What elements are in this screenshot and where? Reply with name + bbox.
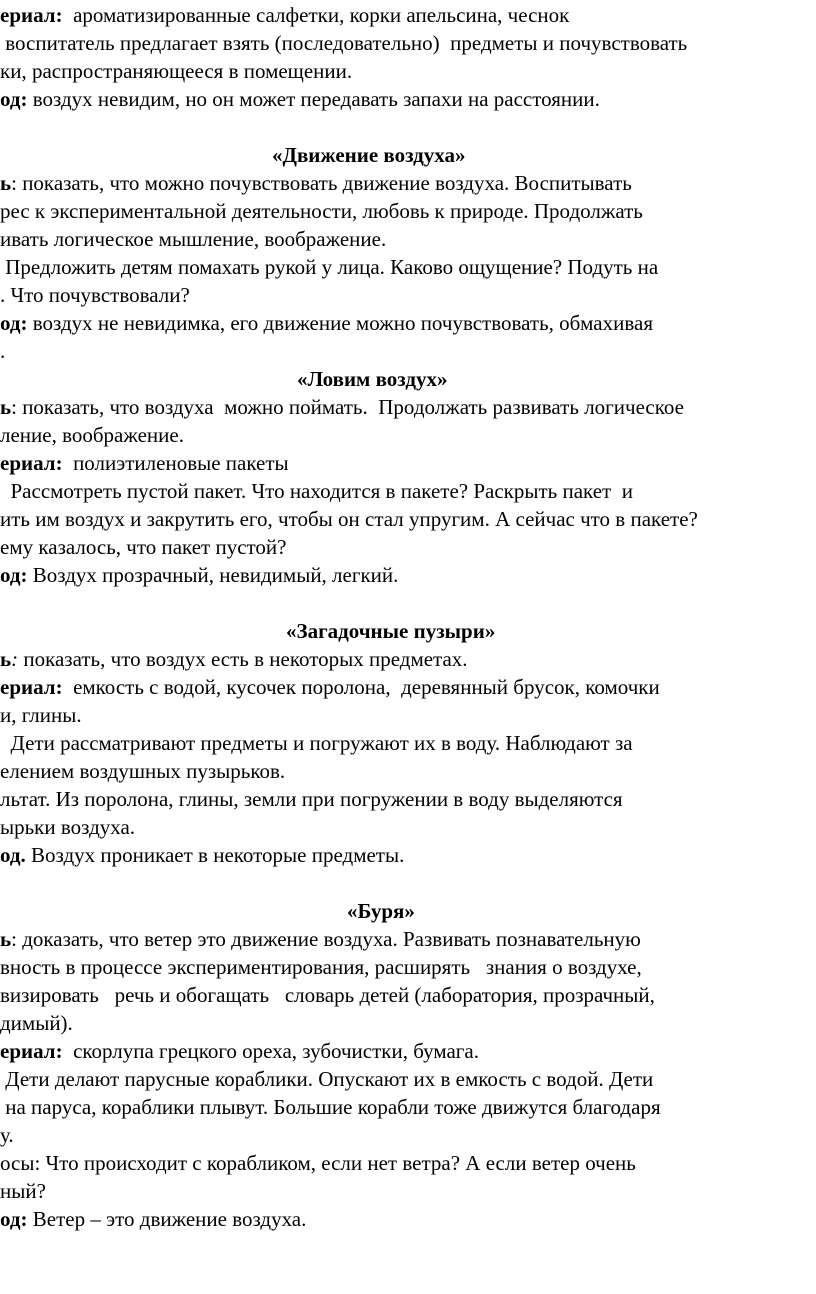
line-text: показать, что воздух есть в некоторых предметах. <box>18 647 468 671</box>
text-line <box>0 478 633 505</box>
line-text: у. <box>0 1123 14 1147</box>
bold-fragment: ь <box>0 171 12 195</box>
text-line <box>0 646 468 673</box>
line-text: скорлупа грецкого ореха, зубочистки, бумага. <box>62 1039 479 1063</box>
line-text: рес к экспериментальной деятельности, любовь к природе. Продолжать <box>0 199 643 223</box>
text-line <box>0 730 633 757</box>
text-line <box>0 86 600 113</box>
bold-fragment: од: <box>0 311 28 335</box>
line-text: вность в процессе экспериментирования, расширять знания о воздухе, <box>0 955 642 979</box>
text-line <box>0 422 184 449</box>
line-text: : показать, что воздуха можно поймать. Продолжать развивать логическое <box>11 395 684 419</box>
line-text: Ветер – это движение воздуха. <box>27 1207 307 1231</box>
text-line <box>0 394 684 421</box>
text-line <box>0 674 660 701</box>
text-line <box>0 198 643 225</box>
bold-fragment: ериал: <box>0 451 63 475</box>
text-line <box>0 1122 14 1149</box>
section-heading: «Загадочные пузыри» <box>286 619 496 643</box>
line-text: : показать, что можно почувствовать движение воздуха. Воспитывать <box>11 171 632 195</box>
line-text: Предложить детям помахать рукой у лица. Каково ощущение? Подуть на <box>0 255 659 279</box>
bold-fragment: од: <box>0 1207 28 1231</box>
bold-fragment: ь <box>0 927 12 951</box>
line-text: ление, воображение. <box>0 423 184 447</box>
line-text: осы: Что происходит с корабликом, если нет ветра? А если ветер очень <box>0 1151 636 1175</box>
text-line <box>0 1066 653 1093</box>
text-line <box>0 562 398 589</box>
line-text: и, глины. <box>0 703 82 727</box>
line-text: Воздух прозрачный, невидимый, легкий. <box>27 563 399 587</box>
line-text: : доказать, что ветер это движение воздуха. Развивать познавательную <box>11 927 641 951</box>
text-line <box>0 450 289 477</box>
bold-fragment: од: <box>0 87 28 111</box>
text-line <box>0 814 135 841</box>
text-line <box>0 310 653 337</box>
line-text: Воздух проникает в некоторые предметы. <box>25 843 405 867</box>
text-line <box>0 338 5 365</box>
line-text: визировать речь и обогащать словарь детей (лаборатория, прозрачный, <box>0 983 655 1007</box>
line-text: емкость с водой, кусочек поролона, деревянный брусок, комочки <box>62 675 660 699</box>
text-line <box>0 1038 479 1065</box>
line-text: воспитатель предлагает взять (последовательно) предметы и почувствовать <box>0 31 688 55</box>
bold-fragment: ериал: <box>0 3 63 27</box>
text-line <box>0 254 658 281</box>
bold-fragment: ериал: <box>0 1039 63 1063</box>
text-line <box>0 506 698 533</box>
line-text: полиэтиленовые пакеты <box>62 451 289 475</box>
line-text: ароматизированные салфетки, корки апельсина, чеснок <box>62 3 570 27</box>
text-line <box>0 226 386 253</box>
text-line <box>0 1010 73 1037</box>
text-line <box>0 954 642 981</box>
line-text: . <box>0 339 6 363</box>
italic-fragment: : <box>11 647 19 671</box>
section-heading: «Ловим воздух» <box>297 367 448 391</box>
line-text: льтат. Из поролона, глины, земли при погружении в воду выделяются <box>0 787 623 811</box>
text-line <box>0 1206 306 1233</box>
text-line <box>0 534 286 561</box>
text-line <box>0 702 82 729</box>
text-line <box>0 842 404 869</box>
line-text: воздух не невидимка, его движение можно почувствовать, обмахивая <box>27 311 653 335</box>
section-heading: «Буря» <box>347 899 415 923</box>
text-line <box>0 1150 636 1177</box>
line-text: димый). <box>0 1011 73 1035</box>
text-line <box>0 982 655 1009</box>
line-text: на паруса, кораблики плывут. Большие корабли тоже движутся благодаря <box>0 1095 661 1119</box>
line-text: . Что почувствовали? <box>0 283 190 307</box>
text-line <box>0 30 687 57</box>
bold-fragment: од. <box>0 843 26 867</box>
line-text: елением воздушных пузырьков. <box>0 759 286 783</box>
text-line <box>0 282 190 309</box>
line-text: воздух невидим, но он может передавать запахи на расстоянии. <box>27 87 600 111</box>
line-text: Рассмотреть пустой пакет. Что находится в пакете? Раскрыть пакет и <box>0 479 633 503</box>
line-text: Дети рассматривают предметы и погружают их в воду. Наблюдают за <box>0 731 633 755</box>
text-line <box>0 926 641 953</box>
text-line <box>0 786 623 813</box>
text-line <box>0 1094 661 1121</box>
bold-fragment: од: <box>0 563 28 587</box>
line-text: ить им воздух и закрутить его, чтобы он стал упругим. А сейчас что в пакете? <box>0 507 698 531</box>
line-text: Дети делают парусные кораблики. Опускают их в емкость с водой. Дети <box>0 1067 654 1091</box>
section-heading: «Движение воздуха» <box>272 143 466 167</box>
bold-fragment: ь <box>0 647 12 671</box>
bold-fragment: ь <box>0 395 12 419</box>
text-line <box>0 758 285 785</box>
text-line <box>0 1178 46 1205</box>
line-text: ырьки воздуха. <box>0 815 136 839</box>
line-text: ки, распространяющееся в помещении. <box>0 59 353 83</box>
line-text: ный? <box>0 1179 46 1203</box>
line-text: ивать логическое мышление, воображение. <box>0 227 387 251</box>
bold-fragment: ериал: <box>0 675 63 699</box>
text-line <box>0 58 352 85</box>
line-text: ему казалось, что пакет пустой? <box>0 535 287 559</box>
text-line <box>0 2 569 29</box>
text-line <box>0 170 632 197</box>
